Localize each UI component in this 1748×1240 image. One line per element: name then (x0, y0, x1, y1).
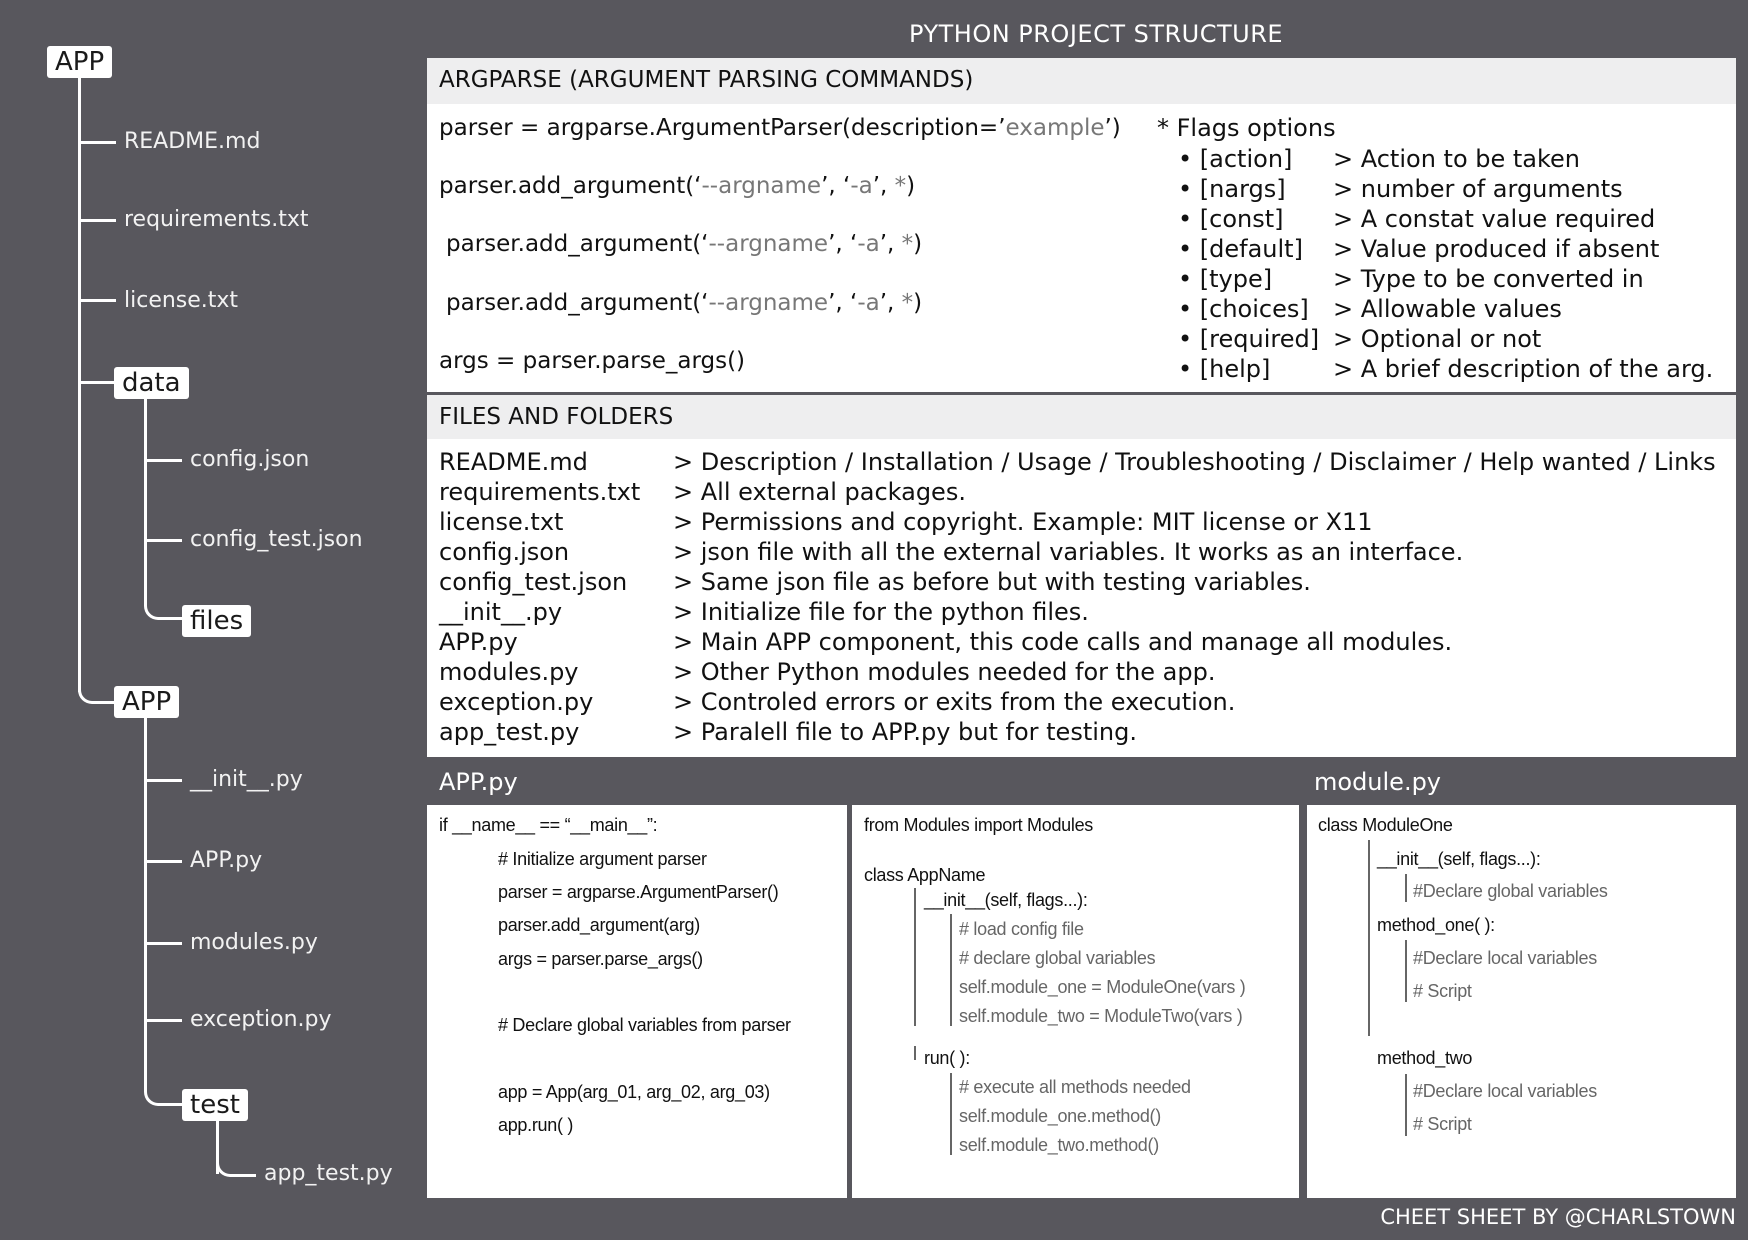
file-row-description: > Other Python modules needed for the app. (673, 658, 1216, 686)
argparse-line-parse: args = parser.parse_args() (439, 348, 746, 374)
files-header: FILES AND FOLDERS (427, 395, 1736, 439)
code-module-two-assign: self.module_two = ModuleTwo(vars ) (959, 1006, 1243, 1026)
code-init-method: __init__(self, flags...): (924, 890, 1088, 910)
code-comment-method-one-script: # Script (1413, 981, 1472, 1001)
file-row-description: > json file with all the external variables. It works as an interface. (673, 538, 1464, 566)
code-comment-method-two-script: # Script (1413, 1114, 1472, 1134)
argparse-line-add-3: parser.add_argument(‘--argname’, ‘-a’, *) (446, 290, 923, 316)
code-comment-init-parser: # Initialize argument parser (498, 849, 707, 869)
flag-description: > Action to be taken (1333, 145, 1581, 173)
flag-name: • [choices] (1178, 295, 1309, 323)
flag-name: • [required] (1178, 325, 1320, 353)
tree-file-requirements[interactable]: requirements.txt (124, 207, 309, 232)
tree-file-init[interactable]: __init__.py (190, 767, 303, 792)
code-main-guard: if __name__ == “__main__”: (439, 815, 658, 835)
file-row-name: __init__.py (439, 598, 563, 626)
flags-title: * Flags options (1157, 114, 1336, 142)
code-class-moduleone: class ModuleOne (1318, 815, 1453, 835)
code-module-two-method: self.module_two.method() (959, 1135, 1159, 1155)
tree-file-exception[interactable]: exception.py (190, 1007, 332, 1032)
code-method-one: method_one( ): (1377, 915, 1495, 935)
file-row-name: exception.py (439, 688, 594, 716)
flag-name: • [type] (1178, 265, 1273, 293)
tree-file-modules[interactable]: modules.py (190, 930, 318, 955)
flag-description: > Value produced if absent (1333, 235, 1660, 263)
tree-node-app-root[interactable]: APP (47, 46, 112, 78)
file-row-name: APP.py (439, 628, 518, 656)
file-row-description: > Main APP component, this code calls and manage all modules. (673, 628, 1453, 656)
tree-file-readme[interactable]: README.md (124, 129, 261, 154)
flag-name: • [const] (1178, 205, 1284, 233)
file-row-description: > Permissions and copyright. Example: MIT license or X11 (673, 508, 1373, 536)
tree-file-app-py[interactable]: APP.py (190, 848, 263, 873)
tree-file-license[interactable]: license.txt (124, 288, 239, 313)
tree-file-config-test[interactable]: config_test.json (190, 527, 363, 552)
file-row-name: config.json (439, 538, 570, 566)
file-row-name: modules.py (439, 658, 579, 686)
file-row-description: > Controled errors or exits from the execution. (673, 688, 1236, 716)
argparse-line-parser: parser = argparse.ArgumentParser(description=’example’) (439, 115, 1121, 141)
code-comment-method-one-locals: #Declare local variables (1413, 948, 1597, 968)
argparse-header: ARGPARSE (ARGUMENT PARSING COMMANDS) (427, 58, 1736, 104)
file-row-name: config_test.json (439, 568, 628, 596)
module-py-title: module.py (1314, 768, 1442, 796)
code-module-init: __init__(self, flags...): (1377, 849, 1541, 869)
code-app-run: app.run( ) (498, 1115, 574, 1135)
tree-folder-data[interactable]: data (114, 367, 189, 399)
flag-description: > A brief description of the arg. (1333, 355, 1714, 383)
file-row-description: > Paralell file to APP.py but for testing. (673, 718, 1137, 746)
tree-folder-test[interactable]: test (182, 1089, 248, 1121)
footer-credit: CHEET SHEET BY @CHARLSTOWN (1380, 1205, 1736, 1229)
flag-description: > Optional or not (1333, 325, 1542, 353)
flag-description: > A constat value required (1333, 205, 1656, 233)
code-app-instance: app = App(arg_01, arg_02, arg_03) (498, 1082, 770, 1102)
app-py-title: APP.py (439, 768, 518, 796)
tree-folder-app[interactable]: APP (114, 686, 179, 718)
tree-file-config[interactable]: config.json (190, 447, 310, 472)
code-comment-execute: # execute all methods needed (959, 1077, 1191, 1097)
flag-description: > Type to be converted in (1333, 265, 1644, 293)
flag-description: > Allowable values (1333, 295, 1562, 323)
code-parse-args: args = parser.parse_args() (498, 949, 703, 969)
file-row-name: app_test.py (439, 718, 580, 746)
flag-name: • [nargs] (1178, 175, 1286, 203)
code-comment-load-config: # load config file (959, 919, 1084, 939)
code-class-appname: class AppName (864, 865, 986, 885)
file-row-description: > Same json file as before but with testing variables. (673, 568, 1311, 596)
code-comment-declare-globals: # declare global variables (959, 948, 1156, 968)
code-module-one-method: self.module_one.method() (959, 1106, 1161, 1126)
code-method-two: method_two (1377, 1048, 1473, 1068)
code-module-one-assign: self.module_one = ModuleOne(vars ) (959, 977, 1246, 997)
file-row-description: > Initialize file for the python files. (673, 598, 1089, 626)
code-import-modules: from Modules import Modules (864, 815, 1093, 835)
page-title: PYTHON PROJECT STRUCTURE (909, 20, 1284, 48)
argparse-line-add-2: parser.add_argument(‘--argname’, ‘-a’, *) (446, 231, 923, 257)
tree-folder-files[interactable]: files (182, 605, 251, 637)
file-row-name: README.md (439, 448, 588, 476)
code-parser-create: parser = argparse.ArgumentParser() (498, 882, 779, 902)
flag-name: • [action] (1178, 145, 1293, 173)
code-comment-module-globals: #Declare global variables (1413, 881, 1608, 901)
file-row-description: > All external packages. (673, 478, 966, 506)
code-run-method: run( ): (924, 1048, 970, 1068)
code-comment-global-vars: # Declare global variables from parser (498, 1015, 791, 1035)
flag-name: • [default] (1178, 235, 1303, 263)
code-add-argument: parser.add_argument(arg) (498, 915, 700, 935)
file-row-name: license.txt (439, 508, 564, 536)
code-comment-method-two-locals: #Declare local variables (1413, 1081, 1597, 1101)
file-row-name: requirements.txt (439, 478, 641, 506)
flag-description: > number of arguments (1333, 175, 1623, 203)
file-row-description: > Description / Installation / Usage / Troubleshooting / Disclaimer / Help wanted / Links (673, 448, 1716, 476)
tree-file-app-test[interactable]: app_test.py (264, 1161, 393, 1186)
flag-name: • [help] (1178, 355, 1271, 383)
argparse-line-add-1: parser.add_argument(‘--argname’, ‘-a’, *) (439, 173, 916, 199)
